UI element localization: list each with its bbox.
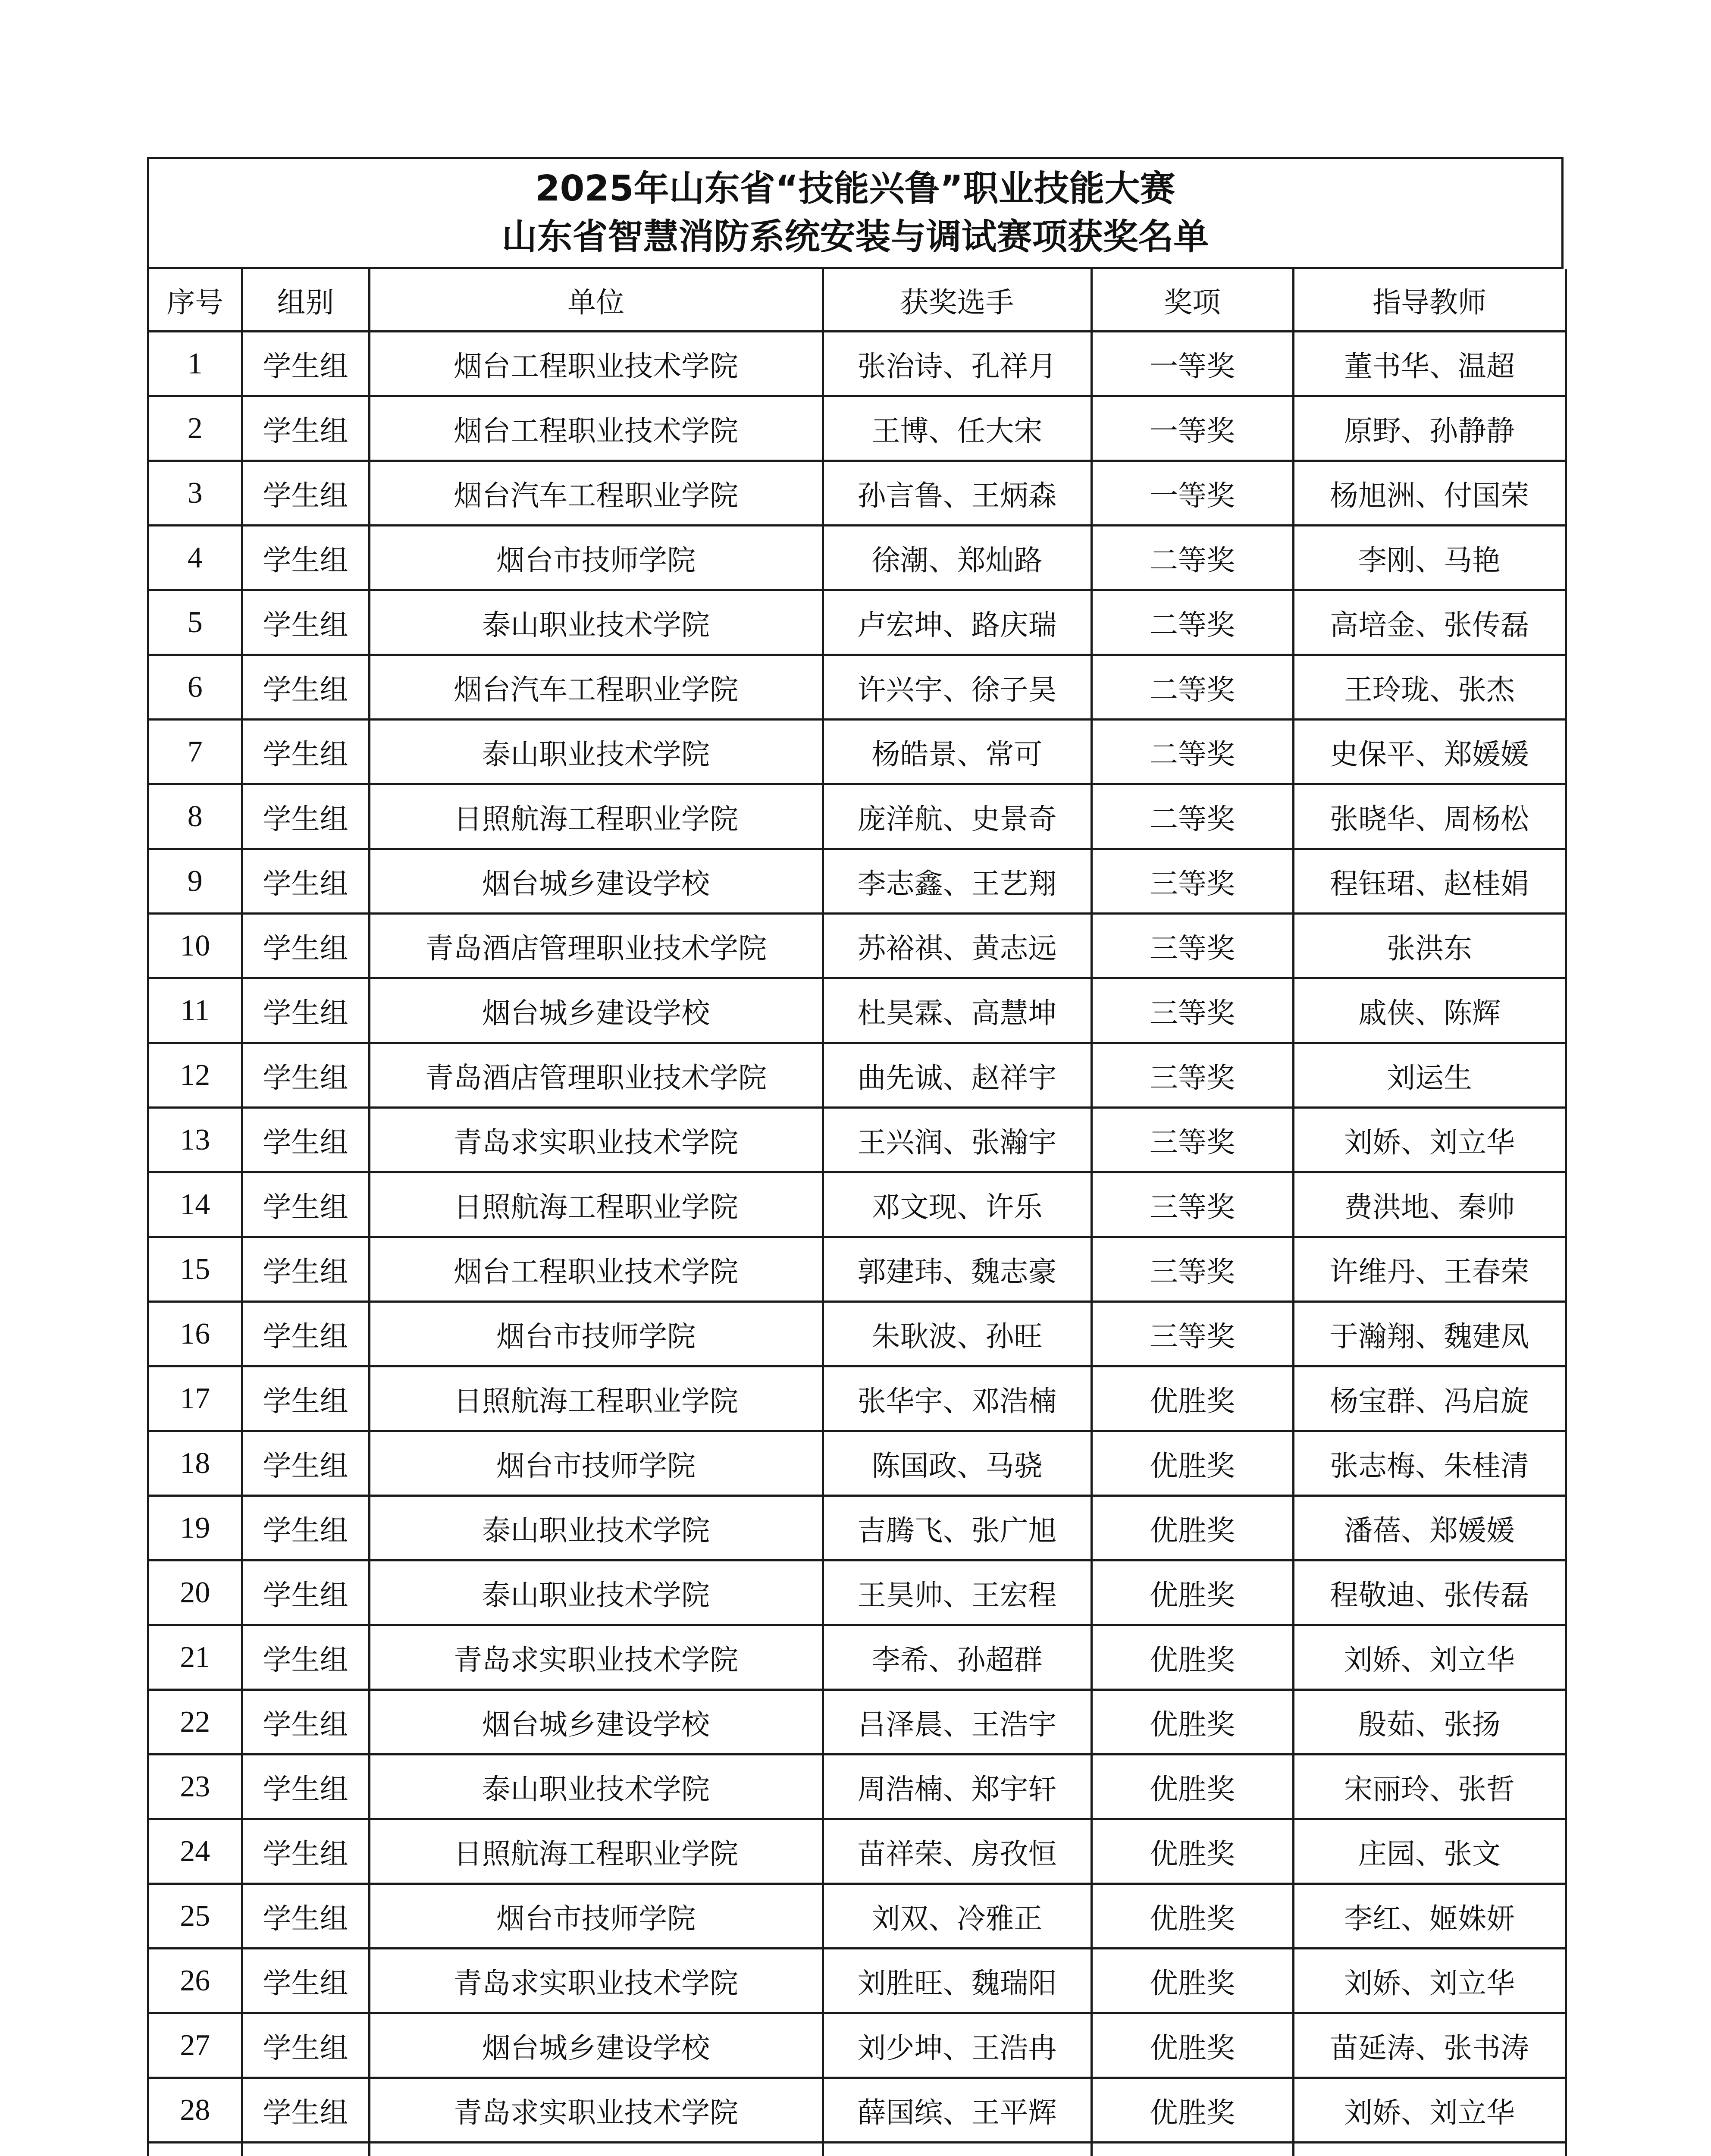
- row-index: [149, 2143, 242, 2156]
- row-index: 23: [149, 1755, 242, 1819]
- row-group: 学生组: [242, 332, 369, 396]
- row-award: 优胜奖: [1091, 2013, 1293, 2078]
- row-teachers: 费洪地、秦帅: [1293, 1172, 1566, 1237]
- row-unit: 烟台工程职业技术学院: [369, 1237, 823, 1302]
- row-teachers: 张洪东: [1293, 914, 1566, 978]
- row-unit: 日照航海工程职业学院: [369, 1819, 823, 1884]
- row-teachers: 程钰珺、赵桂娟: [1293, 849, 1566, 914]
- table-header-row: [149, 269, 1566, 332]
- row-unit: 青岛酒店管理职业技术学院: [369, 1043, 823, 1108]
- table-row: [149, 1496, 1566, 1561]
- row-award: 优胜奖: [1091, 1561, 1293, 1625]
- award-list-sheet: [147, 157, 1564, 2156]
- row-teachers: 李红、姬姝妍: [1293, 1884, 1566, 1949]
- award-table: [149, 269, 1567, 2156]
- row-group: 学生组: [242, 1561, 369, 1625]
- row-group: 学生组: [242, 461, 369, 526]
- row-group: 学生组: [242, 1043, 369, 1108]
- table-row: [149, 978, 1566, 1043]
- row-teachers: 潘蓓、郑媛媛: [1293, 1496, 1566, 1561]
- row-winners: 孙言鲁、王炳森: [823, 461, 1091, 526]
- row-award: 优胜奖: [1091, 1431, 1293, 1496]
- header-index: 序号: [149, 269, 242, 332]
- row-index: 5: [149, 590, 242, 655]
- row-index: 24: [149, 1819, 242, 1884]
- table-row: [149, 1690, 1566, 1755]
- row-award: 三等奖: [1091, 978, 1293, 1043]
- row-teachers: 刘娇、刘立华: [1293, 1625, 1566, 1690]
- row-unit: 烟台市技师学院: [369, 1302, 823, 1366]
- row-award: 二等奖: [1091, 655, 1293, 720]
- row-winners: 朱耿波、孙旺: [823, 1302, 1091, 1366]
- row-index: 28: [149, 2078, 242, 2143]
- row-index: 16: [149, 1302, 242, 1366]
- title-line-2: 山东省智慧消防系统安装与调试赛项获奖名单: [501, 216, 1209, 257]
- table-body: [149, 332, 1566, 2156]
- row-teachers: 杨宝群、冯启旋: [1293, 1366, 1566, 1431]
- row-teachers: 于瀚翔、魏建凤: [1293, 1302, 1566, 1366]
- row-teachers: 刘娇、刘立华: [1293, 2078, 1566, 2143]
- title-line-1: 2025年山东省“技能兴鲁”职业技能大赛: [535, 168, 1175, 209]
- table-row: [149, 1172, 1566, 1237]
- row-winners: 苏裕祺、黄志远: [823, 914, 1091, 978]
- row-teachers: 原野、孙静静: [1293, 396, 1566, 461]
- row-winners: 薛国缤、王平辉: [823, 2078, 1091, 2143]
- row-winners: 苗祥荣、房孜恒: [823, 1819, 1091, 1884]
- row-unit: 日照航海工程职业学院: [369, 784, 823, 849]
- row-group: 学生组: [242, 526, 369, 590]
- row-winners: 张华宇、邓浩楠: [823, 1366, 1091, 1431]
- row-award: 二等奖: [1091, 784, 1293, 849]
- row-unit: 烟台城乡建设学校: [369, 849, 823, 914]
- row-award: 二等奖: [1091, 720, 1293, 784]
- row-award: 优胜奖: [1091, 1625, 1293, 1690]
- table-row: [149, 1884, 1566, 1949]
- row-index: 2: [149, 396, 242, 461]
- row-unit: 烟台汽车工程职业学院: [369, 655, 823, 720]
- row-group: 学生组: [242, 1108, 369, 1172]
- row-unit: 青岛求实职业技术学院: [369, 1625, 823, 1690]
- row-award: 优胜奖: [1091, 1366, 1293, 1431]
- header-unit: 单位: [369, 269, 823, 332]
- row-teachers: 李刚、马艳: [1293, 526, 1566, 590]
- row-index: 20: [149, 1561, 242, 1625]
- row-award: 二等奖: [1091, 526, 1293, 590]
- row-unit: 烟台工程职业技术学院: [369, 332, 823, 396]
- row-teachers: 刘娇、刘立华: [1293, 1949, 1566, 2013]
- row-group: 学生组: [242, 978, 369, 1043]
- row-award: 三等奖: [1091, 1302, 1293, 1366]
- row-award: 优胜奖: [1091, 1690, 1293, 1755]
- row-index: 3: [149, 461, 242, 526]
- row-award: 优胜奖: [1091, 1755, 1293, 1819]
- row-unit: 泰山职业技术学院: [369, 1561, 823, 1625]
- row-award: 三等奖: [1091, 849, 1293, 914]
- row-winners: 李志鑫、王艺翔: [823, 849, 1091, 914]
- row-winners: 陈国政、马骁: [823, 1431, 1091, 1496]
- row-index: 18: [149, 1431, 242, 1496]
- row-group: 学生组: [242, 784, 369, 849]
- row-unit: 青岛求实职业技术学院: [369, 2078, 823, 2143]
- row-winners: 卢宏坤、路庆瑞: [823, 590, 1091, 655]
- row-group: 学生组: [242, 914, 369, 978]
- table-row: [149, 655, 1566, 720]
- table-row: [149, 1949, 1566, 2013]
- row-teachers: 张志梅、朱桂清: [1293, 1431, 1566, 1496]
- row-unit: 烟台汽车工程职业学院: [369, 461, 823, 526]
- header-award: 奖项: [1091, 269, 1293, 332]
- row-unit: 烟台市技师学院: [369, 526, 823, 590]
- table-row: [149, 1237, 1566, 1302]
- row-unit: 烟台城乡建设学校: [369, 978, 823, 1043]
- row-winners: 刘胜旺、魏瑞阳: [823, 1949, 1091, 2013]
- row-index: 12: [149, 1043, 242, 1108]
- row-winners: 杨皓景、常可: [823, 720, 1091, 784]
- row-teachers: 史保平、郑媛媛: [1293, 720, 1566, 784]
- table-row: [149, 1431, 1566, 1496]
- row-award: 优胜奖: [1091, 2078, 1293, 2143]
- row-unit: 日照航海工程职业学院: [369, 1172, 823, 1237]
- row-index: 15: [149, 1237, 242, 1302]
- row-award: 三等奖: [1091, 1237, 1293, 1302]
- header-group: 组别: [242, 269, 369, 332]
- row-winners: 张治诗、孔祥月: [823, 332, 1091, 396]
- table-row: [149, 720, 1566, 784]
- row-unit: 烟台市技师学院: [369, 1884, 823, 1949]
- row-winners: 刘少坤、王浩冉: [823, 2013, 1091, 2078]
- row-index: 8: [149, 784, 242, 849]
- row-unit: 泰山职业技术学院: [369, 1496, 823, 1561]
- row-group: 学生组: [242, 2078, 369, 2143]
- row-group: 学生组: [242, 396, 369, 461]
- row-teachers: [1293, 2143, 1566, 2156]
- row-index: 17: [149, 1366, 242, 1431]
- row-award: 三等奖: [1091, 1043, 1293, 1108]
- row-winners: 庞洋航、史景奇: [823, 784, 1091, 849]
- row-award: 优胜奖: [1091, 1496, 1293, 1561]
- row-teachers: 殷茹、张扬: [1293, 1690, 1566, 1755]
- row-index: 21: [149, 1625, 242, 1690]
- row-group: 学生组: [242, 1366, 369, 1431]
- row-group: 学生组: [242, 590, 369, 655]
- row-award: 优胜奖: [1091, 1819, 1293, 1884]
- row-teachers: 许维丹、王春荣: [1293, 1237, 1566, 1302]
- table-row: [149, 526, 1566, 590]
- row-group: 学生组: [242, 1431, 369, 1496]
- row-winners: 王昊帅、王宏程: [823, 1561, 1091, 1625]
- row-index: 26: [149, 1949, 242, 2013]
- table-row: [149, 2013, 1566, 2078]
- row-group: 学生组: [242, 1496, 369, 1561]
- row-award: 一等奖: [1091, 461, 1293, 526]
- row-teachers: 庄园、张文: [1293, 1819, 1566, 1884]
- row-award: 二等奖: [1091, 590, 1293, 655]
- row-group: 学生组: [242, 1755, 369, 1819]
- row-group: 学生组: [242, 2013, 369, 2078]
- table-row: [149, 1366, 1566, 1431]
- row-winners: 曲先诚、赵祥宇: [823, 1043, 1091, 1108]
- row-index: 7: [149, 720, 242, 784]
- row-group: 学生组: [242, 1237, 369, 1302]
- table-row: [149, 1755, 1566, 1819]
- row-unit: 烟台工程职业技术学院: [369, 396, 823, 461]
- table-row: [149, 1043, 1566, 1108]
- row-group: 学生组: [242, 1690, 369, 1755]
- row-unit: 泰山职业技术学院: [369, 1755, 823, 1819]
- row-unit: 烟台市技师学院: [369, 1431, 823, 1496]
- row-winners: 徐潮、郑灿路: [823, 526, 1091, 590]
- header-teachers: 指导教师: [1293, 269, 1566, 332]
- table-row: [149, 784, 1566, 849]
- row-winners: 吕泽晨、王浩宇: [823, 1690, 1091, 1755]
- row-index: 27: [149, 2013, 242, 2078]
- row-index: 9: [149, 849, 242, 914]
- row-index: 1: [149, 332, 242, 396]
- row-winners: 刘双、冷雅正: [823, 1884, 1091, 1949]
- row-group: 学生组: [242, 1302, 369, 1366]
- row-index: 4: [149, 526, 242, 590]
- table-row: [149, 1819, 1566, 1884]
- row-unit: 青岛求实职业技术学院: [369, 1108, 823, 1172]
- row-teachers: 刘娇、刘立华: [1293, 1108, 1566, 1172]
- table-row: [149, 396, 1566, 461]
- table-row: [149, 461, 1566, 526]
- table-row: [149, 332, 1566, 396]
- row-winners: [823, 2143, 1091, 2156]
- row-index: 25: [149, 1884, 242, 1949]
- row-index: 11: [149, 978, 242, 1043]
- table-row: [149, 849, 1566, 914]
- row-group: 学生组: [242, 1884, 369, 1949]
- row-winners: 周浩楠、郑宇轩: [823, 1755, 1091, 1819]
- row-teachers: 董书华、温超: [1293, 332, 1566, 396]
- row-unit: 日照航海工程职业学院: [369, 1366, 823, 1431]
- table-row: [149, 1108, 1566, 1172]
- table-row: [149, 1302, 1566, 1366]
- row-award: 三等奖: [1091, 914, 1293, 978]
- row-group: 学生组: [242, 1172, 369, 1237]
- row-index: 13: [149, 1108, 242, 1172]
- row-index: 22: [149, 1690, 242, 1755]
- row-unit: 青岛酒店管理职业技术学院: [369, 914, 823, 978]
- row-teachers: 杨旭洲、付国荣: [1293, 461, 1566, 526]
- row-unit: [369, 2143, 823, 2156]
- row-winners: 许兴宇、徐子昊: [823, 655, 1091, 720]
- document-title: [149, 159, 1564, 269]
- row-index: 6: [149, 655, 242, 720]
- row-index: 14: [149, 1172, 242, 1237]
- row-winners: 王博、任大宋: [823, 396, 1091, 461]
- row-group: 学生组: [242, 655, 369, 720]
- row-unit: 泰山职业技术学院: [369, 720, 823, 784]
- row-award: 优胜奖: [1091, 1949, 1293, 2013]
- row-winners: 郭建玮、魏志豪: [823, 1237, 1091, 1302]
- row-award: [1091, 2143, 1293, 2156]
- table-row: [149, 914, 1566, 978]
- row-teachers: 宋丽玲、张哲: [1293, 1755, 1566, 1819]
- row-award: 优胜奖: [1091, 1884, 1293, 1949]
- table-row: [149, 590, 1566, 655]
- row-group: [242, 2143, 369, 2156]
- row-index: 10: [149, 914, 242, 978]
- row-winners: 吉腾飞、张广旭: [823, 1496, 1091, 1561]
- row-index: 19: [149, 1496, 242, 1561]
- row-group: 学生组: [242, 1819, 369, 1884]
- row-award: 三等奖: [1091, 1172, 1293, 1237]
- row-unit: 烟台城乡建设学校: [369, 2013, 823, 2078]
- row-unit: 青岛求实职业技术学院: [369, 1949, 823, 2013]
- table-row: [149, 2078, 1566, 2143]
- row-winners: 王兴润、张瀚宇: [823, 1108, 1091, 1172]
- row-teachers: 刘运生: [1293, 1043, 1566, 1108]
- row-winners: 杜昊霖、高慧坤: [823, 978, 1091, 1043]
- row-teachers: 王玲珑、张杰: [1293, 655, 1566, 720]
- row-teachers: 高培金、张传磊: [1293, 590, 1566, 655]
- row-teachers: 程敬迪、张传磊: [1293, 1561, 1566, 1625]
- row-award: 一等奖: [1091, 332, 1293, 396]
- table-row: [149, 1561, 1566, 1625]
- header-winners: 获奖选手: [823, 269, 1091, 332]
- row-unit: 烟台城乡建设学校: [369, 1690, 823, 1755]
- table-row: [149, 2143, 1566, 2156]
- row-unit: 泰山职业技术学院: [369, 590, 823, 655]
- row-teachers: 张晓华、周杨松: [1293, 784, 1566, 849]
- row-group: 学生组: [242, 1625, 369, 1690]
- row-winners: 邓文现、许乐: [823, 1172, 1091, 1237]
- row-winners: 李希、孙超群: [823, 1625, 1091, 1690]
- row-teachers: 苗延涛、张书涛: [1293, 2013, 1566, 2078]
- row-group: 学生组: [242, 849, 369, 914]
- table-row: [149, 1625, 1566, 1690]
- row-group: 学生组: [242, 1949, 369, 2013]
- row-teachers: 戚侠、陈辉: [1293, 978, 1566, 1043]
- row-group: 学生组: [242, 720, 369, 784]
- row-award: 一等奖: [1091, 396, 1293, 461]
- row-award: 三等奖: [1091, 1108, 1293, 1172]
